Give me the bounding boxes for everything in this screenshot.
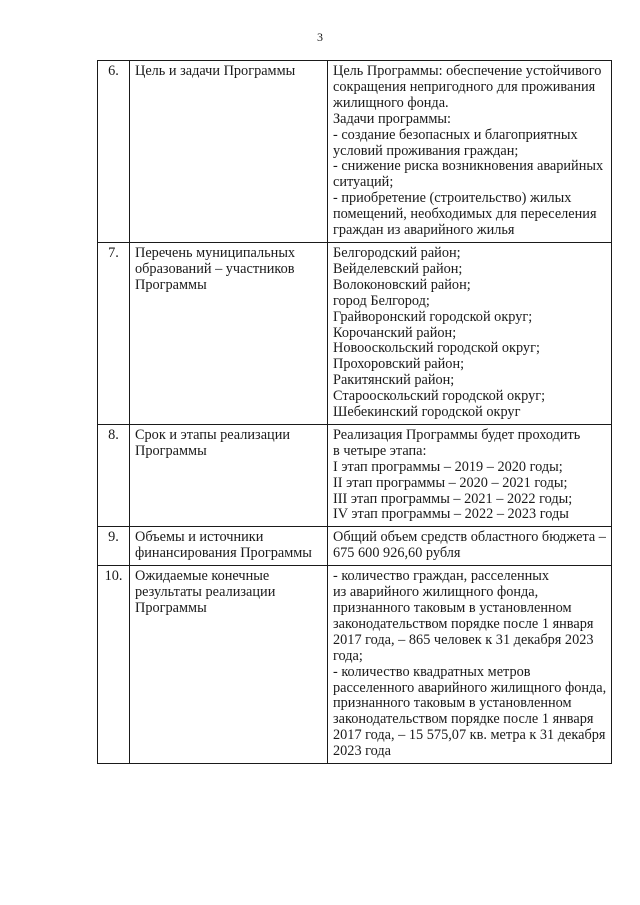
parameter-name-line: финансирования Программы	[135, 545, 312, 562]
parameter-value-line: Старооскольский городской округ;	[333, 388, 546, 405]
row-parameter-name	[130, 61, 328, 243]
parameter-value-line: Грайворонский городской округ;	[333, 308, 533, 325]
parameter-value-line: Реализация Программы будет проходить	[333, 426, 581, 443]
parameter-value-line: Прохоровский район;	[333, 356, 465, 373]
table-row	[98, 424, 612, 526]
parameter-value-line: законодательством порядке после 1 января	[333, 711, 594, 728]
parameter-value-line: Вейделевский район;	[333, 260, 463, 277]
row-parameter-name	[130, 242, 328, 424]
table-body	[98, 61, 612, 764]
parameter-value-line: признанного таковым в установленном	[333, 600, 572, 616]
row-number: 9.	[98, 527, 130, 566]
parameter-value-line: помещений, необходимых для переселения	[333, 206, 597, 223]
row-parameter-name	[130, 527, 328, 566]
parameter-name-line: Программы	[135, 276, 207, 293]
parameter-value-line: Новооскольский городской округ;	[333, 340, 540, 357]
parameter-value-line: город Белгород;	[333, 292, 430, 309]
parameter-value-line: - количество квадратных метров	[333, 663, 531, 680]
parameter-name-line: Программы	[135, 600, 207, 616]
parameter-value-line: 675 600 926,60 рубля	[333, 545, 461, 562]
table-row	[98, 61, 612, 243]
parameter-value-line: Ракитянский район;	[333, 372, 455, 389]
parameter-value-line: Белгородский район;	[333, 244, 461, 261]
parameter-value-line: I этап программы – 2019 – 2020 годы;	[333, 458, 563, 475]
parameter-value-line: признанного таковым в установленном	[333, 695, 572, 712]
parameter-value-line: расселенного аварийного жилищного фонда,	[333, 679, 607, 696]
parameter-name-line: Ожидаемые конечные	[135, 568, 270, 585]
table-row	[98, 527, 612, 566]
parameter-value-line: Общий объем средств областного бюджета –	[333, 529, 606, 546]
page-number: 3	[317, 30, 323, 44]
parameter-value-line: 2017 года, – 865 человек к 31 декабря 2023	[333, 631, 594, 648]
parameter-value-line: в четыре этапа:	[333, 442, 427, 459]
parameter-name-line: Программы	[135, 442, 207, 459]
parameter-name-line: Перечень муниципальных	[135, 244, 296, 261]
parameter-value-line: Волоконовский район;	[333, 276, 471, 293]
parameter-value-line: граждан из аварийного жилья	[333, 222, 515, 239]
row-parameter-name	[130, 566, 328, 764]
parameter-value-line: Цель Программы: обеспечение устойчивого	[333, 63, 602, 79]
parameter-name-line: Объемы и источники	[135, 529, 264, 546]
row-number: 7.	[98, 242, 130, 424]
row-number: 8.	[98, 424, 130, 526]
parameter-value-line: - приобретение (строительство) жилых	[333, 190, 572, 207]
parameter-value-line: IV этап программы – 2022 – 2023 годы	[333, 506, 569, 523]
row-parameter-value	[328, 61, 612, 243]
row-parameter-value	[328, 242, 612, 424]
parameter-value-line: Задачи программы:	[333, 110, 451, 127]
parameter-name-line: Срок и этапы реализации	[135, 426, 290, 443]
parameter-value-line: года;	[333, 647, 363, 664]
parameter-value-line: сокращения непригодного для проживания	[333, 78, 596, 95]
row-parameter-value	[328, 424, 612, 526]
parameter-value-line: из аварийного жилищного фонда,	[333, 584, 539, 601]
parameter-value-line: - количество граждан, расселенных	[333, 568, 550, 585]
row-number: 10.	[98, 566, 130, 764]
program-passport-table	[97, 60, 612, 764]
parameter-value-line: III этап программы – 2021 – 2022 годы;	[333, 490, 573, 507]
parameter-value-line: - создание безопасных и благоприятных	[333, 126, 578, 143]
parameter-value-line: Корочанский район;	[333, 324, 457, 341]
parameter-value-line: ситуаций;	[333, 174, 394, 191]
row-parameter-value	[328, 566, 612, 764]
parameter-name-line: образований – участников	[135, 260, 295, 277]
table-row	[98, 242, 612, 424]
row-parameter-value	[328, 527, 612, 566]
parameter-name-line: результаты реализации	[135, 584, 276, 601]
row-number: 6.	[98, 61, 130, 243]
parameter-value-line: Шебекинский городской округ	[333, 404, 521, 421]
parameter-value-line: 2023 года	[333, 743, 392, 760]
parameter-value-line: условий проживания граждан;	[333, 142, 519, 159]
parameter-value-line: 2017 года, – 15 575,07 кв. метра к 31 декабря	[333, 727, 606, 744]
parameter-value-line: жилищного фонда.	[333, 94, 449, 111]
table-row	[98, 566, 612, 764]
parameter-name-line: Цель и задачи Программы	[135, 63, 296, 79]
parameter-value-line: законодательством порядке после 1 января	[333, 615, 594, 632]
row-parameter-name	[130, 424, 328, 526]
parameter-value-line: II этап программы – 2020 – 2021 годы;	[333, 474, 568, 491]
parameter-value-line: - снижение риска возникновения аварийных	[333, 158, 604, 175]
